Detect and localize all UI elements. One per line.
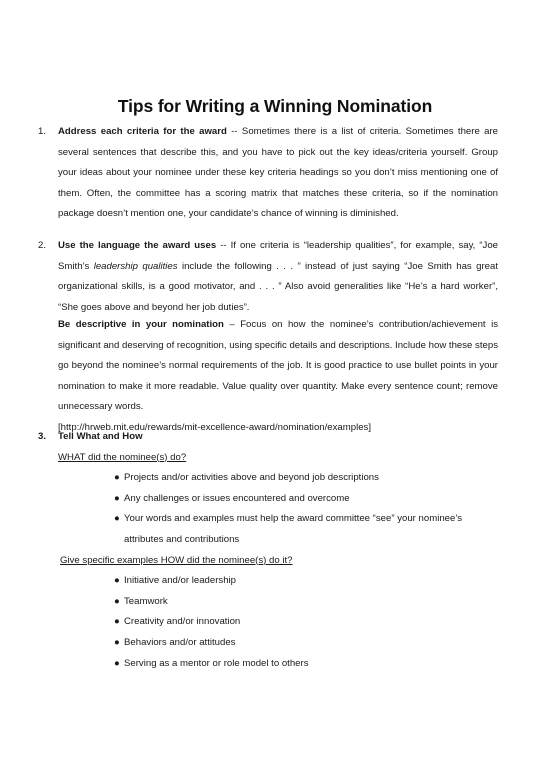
list-item: ● Projects and/or activities above and beyond job descriptions — [114, 468, 498, 489]
bullet-icon: ● — [114, 636, 120, 648]
item-heading: Address each criteria for the award — [58, 126, 227, 137]
bullet-icon: ● — [114, 657, 120, 669]
item-text-italic: leadership qualities — [93, 260, 178, 272]
list-item-3 — [38, 427, 498, 674]
bullet-icon: ● — [114, 595, 120, 607]
item-heading: Use the language the award uses — [58, 240, 217, 251]
item-text: -- If one criteria is “leadership qualities”, for example, say, “Joe Smith’s — [58, 240, 499, 272]
how-heading: Give specific examples HOW did the nominee(s) do it? — [60, 554, 293, 566]
what-heading: WHAT did the nominee(s) do? — [58, 451, 187, 463]
item-text: -- Sometimes there is a list of criteria. Sometimes there are several sentences that describe this, and you have to pick out the key ideas/criteria yourself. Group your ideas about your nominee under these key criteria headings so you don’t miss mentioning one of them. Often, the committee has a scoring matrix that matches these criteria, so if the nomination package doesn’t mention one, your candidate’s chance of winning is diminished. — [58, 126, 498, 220]
list-item: ● Creativity and/or innovation — [114, 612, 498, 633]
list-item: ● Initiative and/or leadership — [114, 571, 498, 592]
bullet-icon: ● — [114, 472, 120, 484]
reference-url: [http://hrweb.mit.edu/rewards/mit-excellence-award/nomination/examples] — [58, 421, 372, 433]
list-item: ● Behaviors and/or attitudes — [114, 633, 498, 654]
bullet-icon: ● — [114, 513, 120, 525]
bullet-icon: ● — [114, 616, 120, 628]
item-text: include the following . . . ” instead of just saying “Joe Smith has great organizational skills, is a good motivator, and . . . ” Also avoid generalities like “He’s a hard worker”, “She goes above and beyond her job duties”. — [58, 260, 498, 313]
what-list — [58, 468, 498, 550]
list-item: ● Teamwork — [114, 592, 498, 613]
bullet-icon: ● — [114, 575, 120, 587]
sub-heading: Be descriptive in your nomination — [58, 319, 224, 330]
sub-text: – Focus on how the nominee’s contribution/achievement is significant and deserving of recognition, using specific details and descriptions. Include how these steps go beyond the nominee’s normal requirements of the job. It is good practice to use bullet points in your nomination to make it more readable. Value quality over quantity. Make every sentence count; remove unnecessary words. — [58, 319, 498, 413]
sub-paragraph — [58, 315, 498, 439]
bullet-icon: ● — [114, 492, 120, 504]
list-number: 2. — [38, 240, 47, 251]
list-number: 1. — [38, 126, 47, 137]
page-title: Tips for Writing a Winning Nomination — [117, 96, 433, 116]
list-item-1 — [38, 122, 498, 225]
list-number: 3. — [38, 431, 47, 442]
list-item: ● Your words and examples must help the award committee “see” your nominee’s attributes and contributions — [114, 509, 498, 550]
list-item-2 — [38, 236, 499, 318]
list-item: ● Serving as a mentor or role model to others — [114, 654, 498, 675]
item-heading: Tell What and How — [58, 431, 143, 442]
how-list — [58, 571, 498, 674]
list-item: ● Any challenges or issues encountered and overcome — [114, 489, 498, 510]
